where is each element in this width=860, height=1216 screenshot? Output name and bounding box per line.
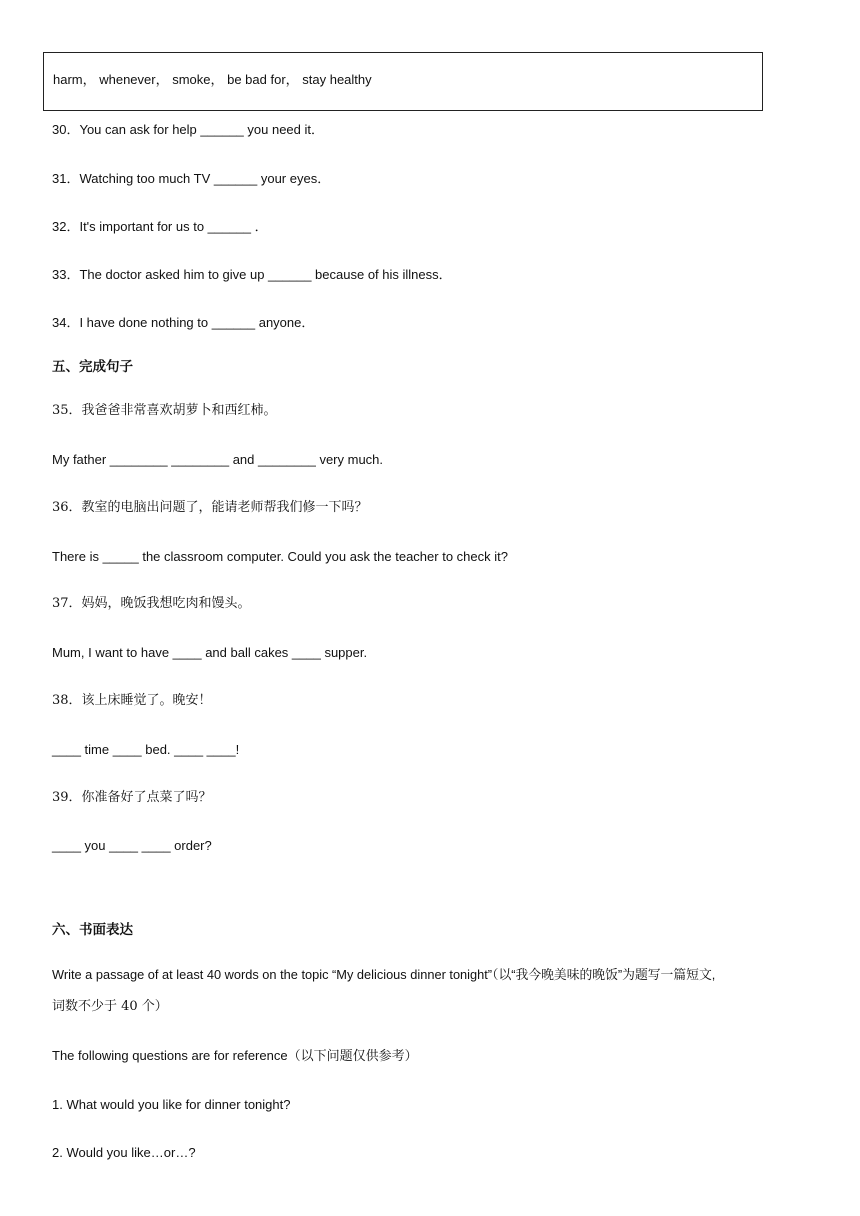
question-37-english: Mum, I want to have ____ and ball cakes ____ supper. — [52, 645, 368, 660]
writing-prompt-line-1: Write a passage of at least 40 words on the topic “My delicious dinner tonight”（以“我今晚美味的晚饭”为题写一篇短文, — [52, 967, 716, 982]
word-bank-text: harm， whenever， smoke， be bad for， stay healthy — [53, 72, 372, 87]
question-35-chinese: 35．我爸爸非常喜欢胡萝卜和西红柿。 — [52, 403, 277, 418]
word-bank-box — [43, 52, 763, 111]
question-36-english: There is _____ the classroom computer. Could you ask the teacher to check it? — [52, 549, 508, 564]
question-36-chinese: 36．教室的电脑出问题了，能请老师帮我们修一下吗？ — [52, 500, 368, 515]
question-33: 33．The doctor asked him to give up ______ because of his illness． — [52, 267, 452, 282]
question-37-chinese: 37．妈妈，晚饭我想吃肉和馒头。 — [52, 596, 251, 611]
question-39-english: ____ you ____ ____ order? — [52, 838, 212, 853]
section-5-heading: 五、完成句子 — [52, 359, 133, 375]
question-31: 31．Watching too much TV ______ your eyes． — [52, 171, 331, 186]
question-39-chinese: 39．你准备好了点菜了吗？ — [52, 790, 212, 805]
section-6-heading: 六、书面表达 — [52, 922, 133, 938]
question-30: 30．You can ask for help ______ you need it． — [52, 122, 324, 137]
reference-question-1: 1. What would you like for dinner tonight? — [52, 1097, 291, 1112]
reference-intro: The following questions are for reference（以下问题仅供参考） — [52, 1048, 418, 1063]
question-38-english: ____ time ____ bed. ____ ____! — [52, 742, 240, 757]
question-34: 34．I have done nothing to ______ anyone． — [52, 315, 315, 330]
question-32: 32．It's important for us to ______ ． — [52, 219, 268, 234]
question-35-english: My father ________ ________ and ________ very much. — [52, 452, 384, 467]
writing-prompt-line-2: 词数不少于 40 个） — [52, 999, 168, 1014]
question-38-chinese: 38．该上床睡觉了。晚安！ — [52, 693, 212, 708]
reference-question-2: 2. Would you like…or…? — [52, 1145, 196, 1160]
